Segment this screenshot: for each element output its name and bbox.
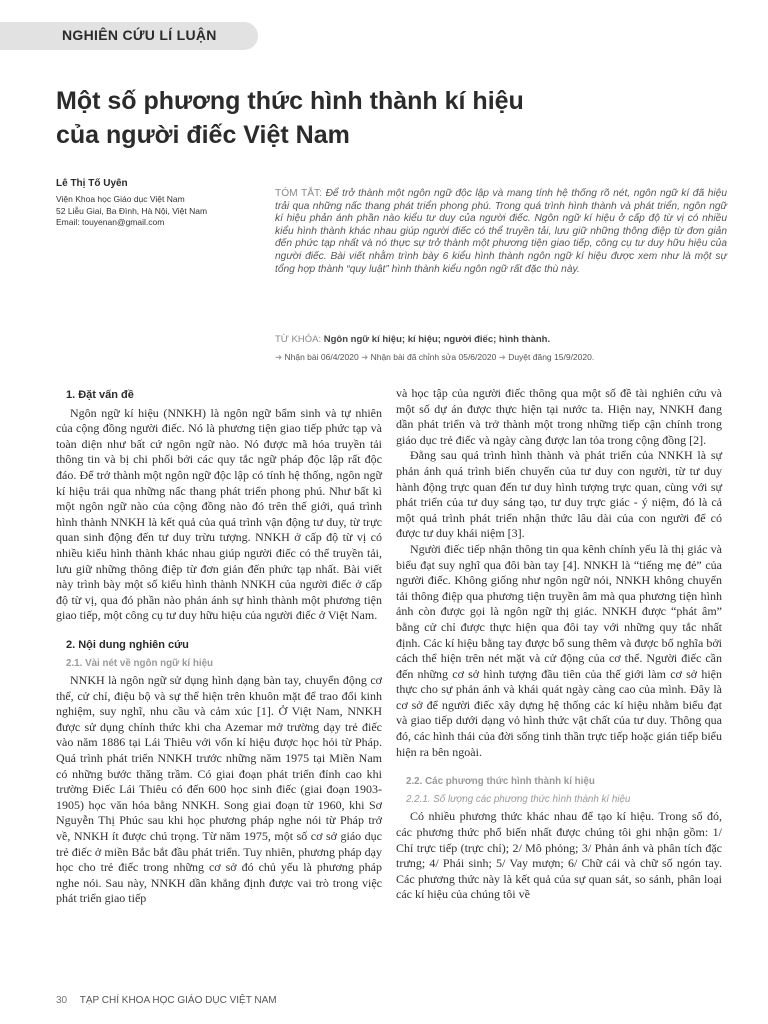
keywords <box>275 334 727 345</box>
affiliation-address: 52 Liễu Giai, Ba Đình, Hà Nội, Việt Nam <box>56 205 208 216</box>
keywords-text: Ngôn ngữ kí hiệu; kí hiệu; người điếc; hình thành. <box>323 334 551 345</box>
heading-introduction: 1. Đặt vấn đề <box>66 389 134 401</box>
affiliation-institute: Viện Khoa học Giáo dục Việt Nam <box>56 194 185 204</box>
abstract-text: Để trở thành một ngôn ngữ độc lập và mang tính hệ thống rõ nét, ngôn ngữ kí đã hiệu trải qua những nấc thang phát triển phong phú. Trong quá trình hình thành và phát triển, ngôn ngữ kí hiệu phản ánh phần nào kiểu tư duy của người điếc. Ngôn ngữ kí hiệu ở cấp độ từ vị có nhiều kiểu hình thành khác nhau giúp người điếc có thể truyền tải, lưu giữ những thông điệp từ đơn giản đến phức tạp nhất và nó thực sự trở thành một phương tiện giao tiếp, công cụ tư duy hữu hiệu của người điếc. Bài viết nhằm trình bày 6 kiểu hình thành ngôn ngữ kí hiệu được xem như là một sự tổng hợp thành “quy luật” hình thành kiểu ngôn ngữ rất đặc thù này. <box>275 188 727 275</box>
arrow-icon: ➜ <box>275 352 283 362</box>
subheading-2-1: 2.1. Vài nét về ngôn ngữ kí hiệu <box>66 657 214 669</box>
section-label: NGHIÊN CỨU LÍ LUẬN <box>62 27 217 43</box>
page-number: 30 <box>56 995 68 1006</box>
paragraph: Đằng sau quá trình hình thành và phát triển của NNKH là sự phản ánh quá trình biến chuyển của tư duy con người, từ tư duy hành động trực quan đến tư duy hình tượng trực quan, cùng với sự phát triển của tư duy sáng tạo, tư duy trực giác - ý niệm, đó là cả một quá trình phát triển nhận thức lâu dài của con người để có được tư duy khái niệm [3]. <box>396 448 722 541</box>
author-affiliation <box>56 194 266 229</box>
abstract-label: TÓM TẮT: <box>275 188 322 199</box>
section-banner <box>0 22 258 50</box>
subheading-2-2: 2.2. Các phương thức hình thành kí hiệu <box>406 776 595 788</box>
date-accepted: Duyệt đăng 15/9/2020. <box>508 352 595 362</box>
journal-name: TẠP CHÍ KHOA HỌC GIÁO DỤC VIỆT NAM <box>79 995 277 1006</box>
abstract <box>275 188 727 276</box>
title-line-1: Một số phương thức hình thành kí hiệu <box>56 87 524 115</box>
page-footer <box>56 995 277 1006</box>
heading-content: 2. Nội dung nghiên cứu <box>66 638 189 651</box>
affiliation-email: Email: touyenan@gmail.com <box>56 217 165 227</box>
paragraph: NNKH là ngôn ngữ sử dụng hình dạng bàn tay, chuyển động cơ thể, cử chỉ, điệu bộ và sự thể hiện trên khuôn mặt để trao đổi kinh nghiệm, suy nghĩ, nhu cầu và cảm xúc [1]. Ở Việt Nam, NNKH được sử dụng chính thức khi cha Azemar mở trường dạy trẻ điếc vào năm 1886 tại Lái Thiêu với vốn kí hiệu được học hỏi từ Pháp. Quá trình phát triển NNKH trước những năm 1975 tại Miền Nam có những bước thăng trầm. Có giai đoạn phát triển đỉnh cao khi trường Điếc Lái Thiêu có đến 600 học sinh điếc (giai đoạn 1903-1905) học văn hóa bằng NNKH. Song giai đoạn từ 1960, khi Sơ Nguyễn Thị Phúc sau khi học phương pháp nghe nói từ Pháp trở về, NNKH ít được chú trọng. Từ năm 1975, một số cơ sở giáo dục trẻ điếc ở miền Bắc bắt đầu phát triển. Tuy nhiên, phương pháp dạy học cho trẻ điếc trong những cơ sở đó chủ yếu là phương pháp nghe nói. Sau này, NNKH dần khẳng định được vai trò trong việc phát triển giao tiếp <box>56 673 382 906</box>
paragraph: Người điếc tiếp nhận thông tin qua kênh chính yếu là thị giác và biểu đạt suy nghĩ qua đôi bàn tay [4]. NNKH là “tiếng mẹ đẻ” của người điếc. Không giống như ngôn ngữ nói, NNKH không chuyển tải thông điệp qua phương tiện truyền âm mà qua phương tiện hình ảnh còn được gọi là ngôn ngữ thị giác. NNKH được “phát âm” bằng cử chỉ được thực hiện qua đôi tay với những quy tắc nhất định. Các kí hiệu bằng tay được bổ sung thêm và được bổ nghĩa bởi cách thể hiện trên nét mặt và cử động của cơ thể. Người điếc cần đến những cơ sở hình tượng đầu tiên của thế giới làm cơ sở hiện thực cho sự phản ánh và khái quát ngày càng cao của mình. Đây là cơ sở để người điếc xây dựng hệ thống các kí hiệu nhằm biểu đạt và giao tiếp dưới dạng vỏ hình thức vật chất của tư duy. Thông qua đó, các hình thái của đời sống tinh thần trực tiếp hoặc gián tiếp biểu hiện ra bên ngoài. <box>396 541 722 759</box>
paragraph: Ngôn ngữ kí hiệu (NNKH) là ngôn ngữ bẩm sinh và tự nhiên của cộng đồng người điếc. Nó là phương tiện giao tiếp phức tạp và toàn diện như bất cứ ngôn ngữ nào. Nó được mã hóa truyền tải thông tin và bị chi phối bởi các quy tắc ngữ pháp độc lập rất độc đáo. Để trở thành một ngôn ngữ độc lập có tính hệ thống, ngôn ngữ kí hiệu trải qua những nấc thang phát triển phong phú. Như bất kì một ngôn ngữ nào của cộng đồng nào đó trên thế giới, quá trình hình thành NNKH là kết quả của quá trình vận động tư duy, từ trực quan sinh động đến tư duy trừu tượng. NNKH ở cấp độ từ vị có nhiều kiểu hình thành khác nhau giúp người điếc có thể truyền tải, lưu giữ những thông điệp từ đơn giản đến phức tạp nhất. Bài viết này trình bày một số kiểu hình thành NNKH của người điếc ở cấp độ từ vị, qua đó phần nào phản ánh sự hình thành một phương tiện giao tiếp, một công cụ tư duy hữu hiệu của người điếc ở Việt Nam. <box>56 405 382 623</box>
title-line-2: của người điếc Việt Nam <box>56 121 350 149</box>
paragraph: Có nhiều phương thức khác nhau để tạo kí hiệu. Trong số đó, các phương thức phổ biến nhất được chúng tôi ghi nhận gồm: 1/ Chỉ trực tiếp (trực chỉ); 2/ Mô phỏng; 3/ Phản ánh và phân tích đặc trưng; 4/ Phái sinh; 5/ Vay mượn; 6/ Chữ cái và chữ số ngón tay. Các phương thức này là kết quả của sự quan sát, so sánh, phân loại các kí hiệu của chúng tôi về <box>396 809 722 902</box>
date-revised: Nhận bài đã chỉnh sửa 05/6/2020 <box>370 352 497 362</box>
article-dates <box>275 352 727 363</box>
subheading-2-2-1: 2.2.1. Số lượng các phương thức hình thành kí hiệu <box>406 793 631 805</box>
keywords-label: TỪ KHÓA: <box>275 334 322 345</box>
date-received: Nhận bài 06/4/2020 <box>284 352 359 362</box>
article-title <box>56 84 656 152</box>
author-name: Lê Thị Tố Uyên <box>56 178 128 189</box>
paragraph: và học tập của người điếc thông qua một số đề tài nghiên cứu và một số dự án được thực hiện tại nước ta. Hiện nay, NNKH đang dần phát triển và trở thành một trong những tiếp cận chính trong giáo dục trẻ điếc và ngày càng được lan tỏa trong cộng đồng [2]. <box>396 386 722 447</box>
arrow-icon: ➜ <box>498 352 506 362</box>
left-column <box>56 388 382 907</box>
right-column <box>396 386 722 903</box>
arrow-icon: ➜ <box>361 352 369 362</box>
